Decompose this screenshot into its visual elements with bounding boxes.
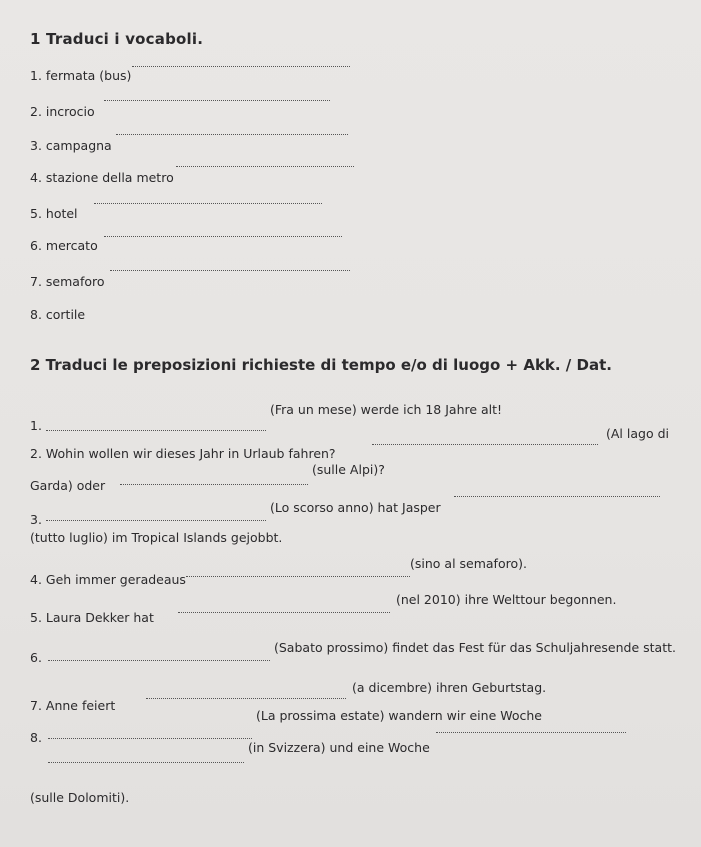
vocab-item-2: 2. incrocio: [30, 104, 95, 119]
ex5-text-a: 5. Laura Dekker hat: [30, 610, 154, 625]
vocab-item-3: 3. campagna: [30, 138, 112, 153]
ex6-text: (Sabato prossimo) findet das Fest für das Schuljahresende statt.: [274, 640, 676, 655]
ex8-text-c: (sulle Dolomiti).: [30, 790, 130, 805]
ex1-number: 1.: [30, 418, 42, 433]
ex6-number: 6.: [30, 650, 42, 665]
ex1-answer-line[interactable]: [46, 430, 266, 431]
vocab-item-1: 1. fermata (bus): [30, 68, 132, 83]
vocab-item-7: 7. semaforo: [30, 274, 105, 289]
answer-line-2[interactable]: [104, 100, 330, 101]
vocab-item-6: 6. mercato: [30, 238, 98, 253]
answer-line-5[interactable]: [94, 203, 322, 204]
ex2-text-c: Garda) oder: [30, 478, 106, 493]
vocab-item-4: 4. stazione della metro: [30, 170, 174, 185]
vocab-item-8: 8. cortile: [30, 307, 86, 322]
ex2-text-a: 2. Wohin wollen wir dieses Jahr in Urlaub fahren?: [30, 446, 336, 461]
ex5-answer-line[interactable]: [178, 612, 390, 613]
section1-title: 1 Traduci i vocaboli.: [30, 30, 204, 48]
answer-line-7[interactable]: [110, 270, 350, 271]
vocab-item-5: 5. hotel: [30, 206, 78, 221]
ex3-text-a: (Lo scorso anno) hat Jasper: [270, 500, 441, 515]
ex3-answer-line-1[interactable]: [46, 520, 266, 521]
ex8-answer-line-2[interactable]: [48, 762, 244, 763]
section2-title: 2 Traduci le preposizioni richieste di tempo e/o di luogo + Akk. / Dat.: [30, 356, 612, 374]
ex8-answer-line-1[interactable]: [48, 738, 252, 739]
ex3-text-b: (tutto luglio) im Tropical Islands gejobbt.: [30, 530, 283, 545]
ex2-answer-line-2[interactable]: [120, 484, 308, 485]
ex4-text-b: (sino al semaforo).: [410, 556, 527, 571]
ex2-text-d: (sulle Alpi)?: [312, 462, 385, 477]
answer-line-6[interactable]: [104, 236, 342, 237]
ex5-text-b: (nel 2010) ihre Welttour begonnen.: [396, 592, 617, 607]
ex2-text-b: (Al lago di: [606, 426, 669, 441]
ex8-number: 8.: [30, 730, 42, 745]
answer-line-3[interactable]: [116, 134, 348, 135]
ex3-answer-line-2[interactable]: [454, 496, 660, 497]
ex3-number: 3.: [30, 512, 42, 527]
answer-line-1[interactable]: [132, 66, 350, 67]
ex7-text-b: (a dicembre) ihren Geburtstag.: [352, 680, 547, 695]
ex4-text-a: 4. Geh immer geradeaus: [30, 572, 186, 587]
ex8-text-a: (La prossima estate) wandern wir eine Woche: [256, 708, 542, 723]
ex4-answer-line[interactable]: [186, 576, 410, 577]
ex8-answer-line-3[interactable]: [436, 732, 626, 733]
ex7-answer-line[interactable]: [146, 698, 346, 699]
ex6-answer-line[interactable]: [48, 660, 270, 661]
ex2-answer-line-1[interactable]: [372, 444, 598, 445]
ex1-text: (Fra un mese) werde ich 18 Jahre alt!: [270, 402, 503, 417]
ex7-text-a: 7. Anne feiert: [30, 698, 116, 713]
ex8-text-b: (in Svizzera) und eine Woche: [248, 740, 430, 755]
answer-line-4[interactable]: [176, 166, 354, 167]
